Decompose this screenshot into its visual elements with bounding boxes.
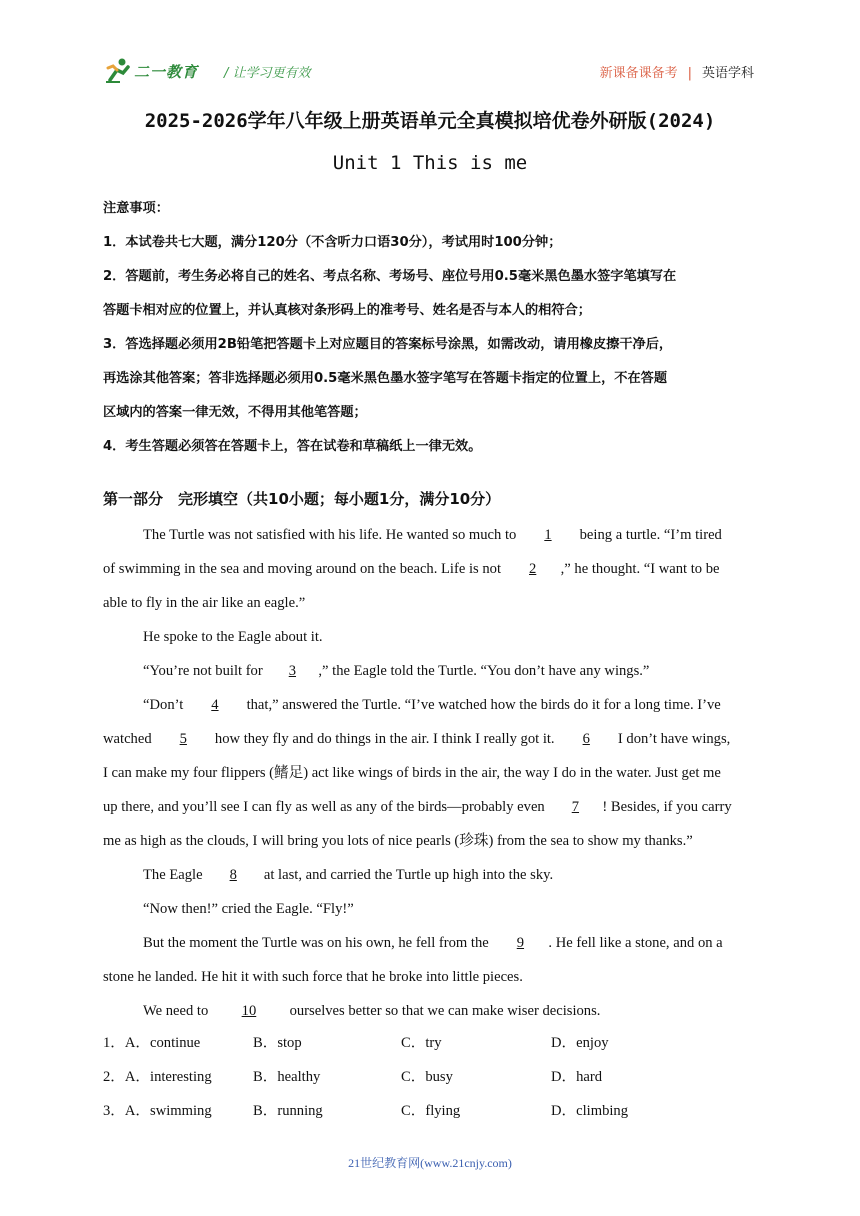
- option-a: 3．A．swimming: [103, 1103, 212, 1119]
- option-b: B．healthy: [253, 1069, 321, 1085]
- header-right: [600, 62, 754, 81]
- option-b: B．running: [253, 1103, 323, 1119]
- page-footer[interactable]: 21世纪教育网(www.21cnjy.com): [348, 1156, 512, 1170]
- page-header: [0, 0, 860, 100]
- passage-line: [103, 722, 730, 756]
- passage-text: of swimming in the sea and moving around on the beach. Life is not: [103, 561, 505, 577]
- header-tag-course: 新课备课备考: [599, 66, 678, 81]
- notes-heading: 注意事项：: [103, 201, 169, 216]
- option-b: B．stop: [253, 1035, 302, 1051]
- option-d: D．hard: [551, 1069, 603, 1085]
- passage-line: He spoke to the Eagle about it.: [143, 629, 323, 645]
- passage-text: We need to: [143, 1003, 212, 1019]
- blank-2: 2: [529, 561, 537, 577]
- passage-line: [143, 858, 553, 892]
- passage-text: “Don’t: [143, 697, 187, 713]
- passage-line: [143, 518, 722, 552]
- blank-1: 1: [544, 527, 552, 543]
- passage-line: [143, 654, 649, 688]
- option-row: [103, 1094, 743, 1128]
- runner-logo-icon: [104, 56, 134, 86]
- document-title: 2025-2026学年八年级上册英语单元全真模拟培优卷外研版(2024): [144, 110, 716, 132]
- blank-4: 4: [211, 697, 219, 713]
- passage-line: stone he landed. He hit it with such force that he broke into little pieces.: [103, 969, 523, 985]
- passage-text: watched: [103, 731, 156, 747]
- option-row: [103, 1060, 743, 1094]
- passage-line: [143, 926, 723, 960]
- option-row: [103, 1026, 743, 1060]
- notes-line: 4．考生答题必须答在答题卡上，答在试卷和草稿纸上一律无效。: [103, 439, 482, 454]
- header-separator: |: [687, 66, 692, 81]
- passage-text: being a turtle. “I’m tired: [575, 527, 722, 543]
- notes-line: 3．答选择题必须用2B铅笔把答题卡上对应题目的答案标号涂黑，如需改动，请用橡皮擦干净后，: [103, 337, 673, 352]
- passage-text: how they fly and do things in the air. I think I really got it.: [211, 731, 559, 747]
- notes-line: 区域内的答案一律无效，不得用其他笔答题；: [103, 405, 367, 420]
- header-tag-subject: 英语学科: [701, 66, 754, 81]
- passage-text: ,” he thought. “I want to be: [560, 561, 720, 577]
- passage-text: ourselves better so that we can make wiser decisions.: [285, 1003, 601, 1019]
- blank-7: 7: [571, 799, 580, 815]
- blank-3: 3: [288, 663, 297, 679]
- passage-text: The Turtle was not satisfied with his life. He wanted so much to: [143, 527, 520, 543]
- brand-logo: [104, 56, 212, 86]
- document-subtitle: Unit 1 This is me: [332, 152, 528, 174]
- option-c: C．flying: [401, 1103, 461, 1119]
- notes-line: 再选涂其他答案；答非选择题必须用0.5毫米黑色墨水签字笔写在答题卡指定的位置上，不在答题: [103, 371, 668, 386]
- passage-text: ! Besides, if you carry: [602, 799, 732, 815]
- passage-text: But the moment the Turtle was on his own, he fell from the: [143, 935, 493, 951]
- notes-line: 1．本试卷共七大题，满分120分（不含听力口语30分），考试用时100分钟；: [103, 235, 562, 250]
- option-a: 2．A．interesting: [103, 1069, 212, 1085]
- passage-line: [103, 790, 732, 824]
- passage-text: “You’re not built for: [143, 663, 267, 679]
- passage-line: able to fly in the air like an eagle.”: [103, 595, 306, 611]
- passage-line: “Now then!” cried the Eagle. “Fly!”: [143, 901, 354, 917]
- blank-9: 9: [516, 935, 525, 951]
- option-d: D．enjoy: [551, 1035, 609, 1051]
- passage-text: up there, and you’ll see I can fly as well as any of the birds—probably even: [103, 799, 549, 815]
- passage-line: [143, 994, 600, 1028]
- passage-text: . He fell like a stone, and on a: [548, 935, 723, 951]
- blank-10: 10: [241, 1003, 257, 1019]
- option-c: C．busy: [401, 1069, 453, 1085]
- blank-5: 5: [179, 731, 187, 747]
- blank-8: 8: [229, 867, 237, 883]
- passage-text: at last, and carried the Turtle up high into the sky.: [260, 867, 554, 883]
- notes-section: [103, 192, 763, 464]
- passage-text: ,” the Eagle told the Turtle. “You don’t have any wings.”: [318, 663, 650, 679]
- section-heading: 第一部分 完形填空（共10小题；每小题1分，满分10分）: [103, 490, 501, 508]
- passage-text: The Eagle: [143, 867, 207, 883]
- passage-line: me as high as the clouds, I will bring you lots of nice pearls (珍珠) from the sea to show my thanks.”: [103, 833, 693, 849]
- option-a: 1．A．continue: [103, 1035, 201, 1051]
- notes-line: 答题卡相对应的位置上，并认真核对条形码上的准考号、姓名是否与本人的相符合；: [103, 303, 591, 318]
- passage-line: [103, 552, 720, 586]
- notes-line: 2．答题前，考生务必将自己的姓名、考点名称、考场号、座位号用0.5毫米黑色墨水签字笔填写在: [103, 269, 677, 284]
- blank-6: 6: [582, 731, 590, 747]
- slogan: / 让学习更有效: [224, 66, 311, 81]
- passage-text: I don’t have wings,: [614, 731, 731, 747]
- passage-text: that,” answered the Turtle. “I’ve watched how the birds do it for a long time. I’ve: [242, 697, 721, 713]
- option-c: C．try: [401, 1035, 442, 1051]
- passage-line: [143, 688, 721, 722]
- passage-line: I can make my four flippers (鳍足) act like wings of birds in the air, the way I do in the water. Just get me: [103, 765, 721, 781]
- logo-text: 二一教育: [134, 63, 199, 81]
- option-d: D．climbing: [551, 1103, 629, 1119]
